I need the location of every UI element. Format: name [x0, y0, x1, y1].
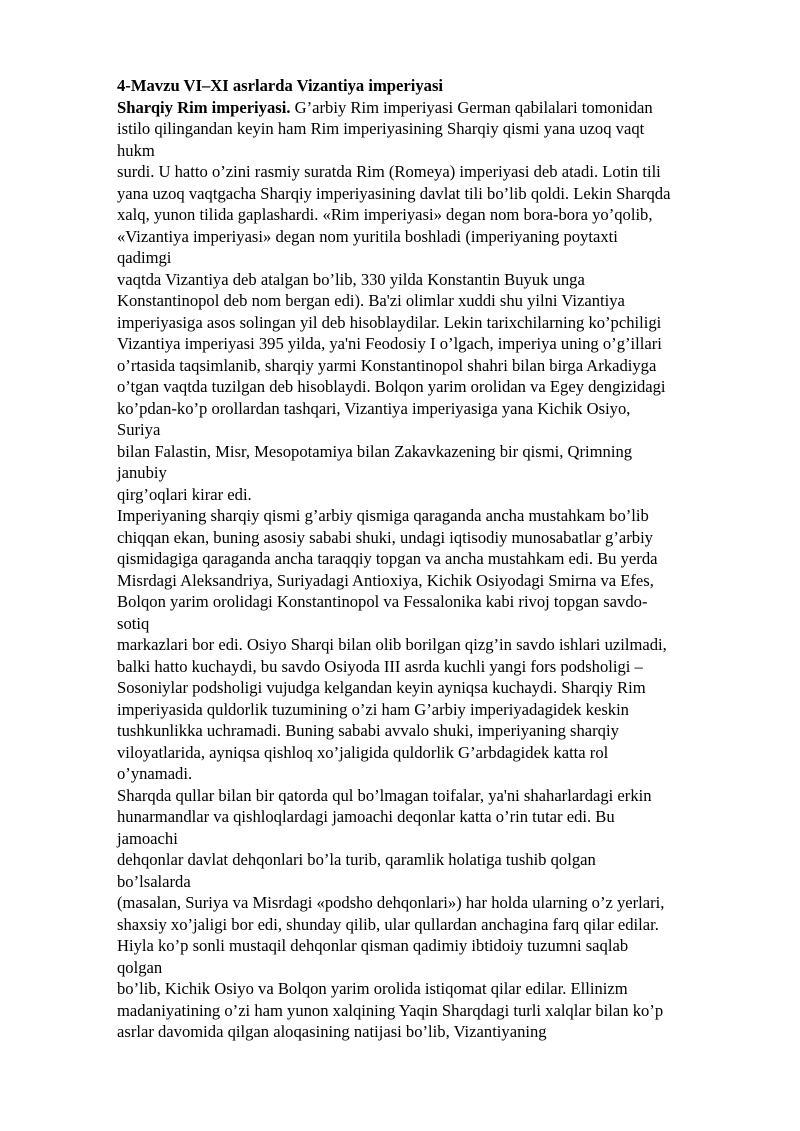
text-line: chiqqan ekan, buning asosiy sababi shuki, undagi iqtisodiy munosabatlar g’arbiy [117, 527, 653, 547]
document-page [117, 75, 757, 1043]
text-line: qismidagiga qaraganda ancha taraqqiy topgan va ancha mustahkam edi. Bu yerda [117, 549, 658, 568]
text-line: asrlar davomida qilgan aloqasining natijasi bo’lib, Vizantiyaning [117, 1022, 547, 1041]
text-line: jamoachi [117, 828, 178, 848]
text-line: qadimgi [117, 248, 172, 267]
section-heading: Sharqiy Rim imperiyasi. [117, 97, 291, 117]
text-line: madaniyatining o’zi ham yunon xalqining Yaqin Sharqdagi turli xalqlar bilan ko’p [117, 1000, 664, 1020]
text-line: istilo qilingandan keyin ham Rim imperiyasining Sharqiy qismi yana uzoq vaqt [117, 119, 645, 138]
text-line: «Vizantiya imperiyasi» degan nom yuritila boshladi (imperiyaning poytaxti [117, 226, 618, 246]
text-line: yana uzoq vaqtgacha Sharqiy imperiyasining davlat tili bo’lib qoldi. Lekin Sharqda [117, 183, 671, 203]
text-line: G’arbiy Rim imperiyasi German qabilalari tomonidan [290, 97, 653, 117]
text-line: Sharqda qullar bilan bir qatorda qul bo’lmagan toifalar, ya'ni shaharlardagi erkin [117, 785, 652, 805]
text-line: hunarmandlar va qishloqlardagi jamoachi deqonlar katta o’rin tutar edi. Bu [117, 807, 615, 826]
text-line: Bolqon yarim orolidagi Konstantinopol va Fessalonika kabi rivoj topgan savdo- [117, 592, 648, 611]
text-line: bo’lib, Kichik Osiyo va Bolqon yarim orolida istiqomat qilar edilar. Ellinizm [117, 979, 628, 998]
text-line: bo’lsalarda [117, 871, 191, 891]
paragraph-first-line [117, 97, 757, 119]
text-line: surdi. U hatto o’zini rasmiy suratda Rim (Romeya) imperiyasi deb atadi. Lotin tili [117, 162, 661, 181]
text-line: ko’pdan-ko’p orollardan tashqari, Vizantiya imperiyasiga yana Kichik Osiyo, [117, 398, 631, 418]
text-line: janubiy [117, 463, 167, 482]
text-line: o’rtasida taqsimlanib, sharqiy yarmi Konstantinopol shahri bilan birga Arkadiyga [117, 355, 657, 375]
text-line: o’ynamadi. [117, 764, 193, 783]
text-line: Suriya [117, 420, 161, 439]
text-line: vaqtda Vizantiya deb atalgan bo’lib, 330 yilda Konstantin Buyuk unga [117, 269, 585, 289]
text-line: balki hatto kuchaydi, bu savdo Osiyoda III asrda kuchli yangi fors podsholigi – [117, 656, 643, 676]
text-line: qirg’oqlari kirar edi. [117, 484, 252, 504]
text-line: Vizantiya imperiyasi 395 yilda, ya'ni Feodosiy I o’lgach, imperiya uning o’g’illari [117, 334, 662, 353]
document-title: 4-Mavzu VI–XI asrlarda Vizantiya imperiyasi [117, 76, 444, 95]
text-line: shaxsiy xo’jaligi bor edi, shunday qilib, ular qullardan anchagina farq qilar edilar. [117, 914, 659, 934]
text-line: Sosoniylar podsholigi vujudga kelgandan keyin ayniqsa kuchaydi. Sharqiy Rim [117, 678, 646, 697]
text-line: Hiyla ko’p sonli mustaqil dehqonlar qisman qadimiy ibtidoiy tuzumni saqlab [117, 936, 629, 955]
text-line: qolgan [117, 957, 163, 977]
text-line: (masalan, Suriya va Misrdagi «podsho dehqonlari») har holda ularning o’z yerlari, [117, 893, 665, 912]
text-line: Imperiyaning sharqiy qismi g’arbiy qismiga qaraganda ancha mustahkam bo’lib [117, 506, 649, 525]
text-line: dehqonlar davlat dehqonlari bo’la turib, qaramlik holatiga tushib qolgan [117, 850, 596, 869]
text-line: bilan Falastin, Misr, Mesopotamiya bilan Zakavkazening bir qismi, Qrimning [117, 441, 633, 461]
text-line: hukm [117, 140, 155, 160]
text-line: xalq, yunon tilida gaplashardi. «Rim imperiyasi» degan nom bora-bora yo’qolib, [117, 205, 653, 224]
text-line: sotiq [117, 613, 150, 633]
text-line: tushkunlikka uchramadi. Buning sababi avvalo shuki, imperiyaning sharqiy [117, 721, 619, 740]
text-line: o’tgan vaqtda tuzilgan deb hisoblaydi. Bolqon yarim orolidan va Egey dengizidagi [117, 377, 666, 396]
text-line: imperiyasida quldorlik tuzumining o’zi ham G’arbiy imperiyadagidek keskin [117, 699, 629, 719]
text-line: Konstantinopol deb nom bergan edi). Ba'zi olimlar xuddi shu yilni Vizantiya [117, 291, 625, 310]
text-line: markazlari bor edi. Osiyo Sharqi bilan olib borilgan qizg’in savdo ishlari uzilmadi, [117, 635, 667, 654]
text-line: imperiyasiga asos solingan yil deb hisoblaydilar. Lekin tarixchilarning ko’pchiligi [117, 312, 662, 332]
text-line: Misrdagi Aleksandriya, Suriyadagi Antioxiya, Kichik Osiyodagi Smirna va Efes, [117, 570, 654, 590]
text-line: viloyatlarida, ayniqsa qishloq xo’jaligida quldorlik G’arbdagidek katta rol [117, 742, 609, 762]
